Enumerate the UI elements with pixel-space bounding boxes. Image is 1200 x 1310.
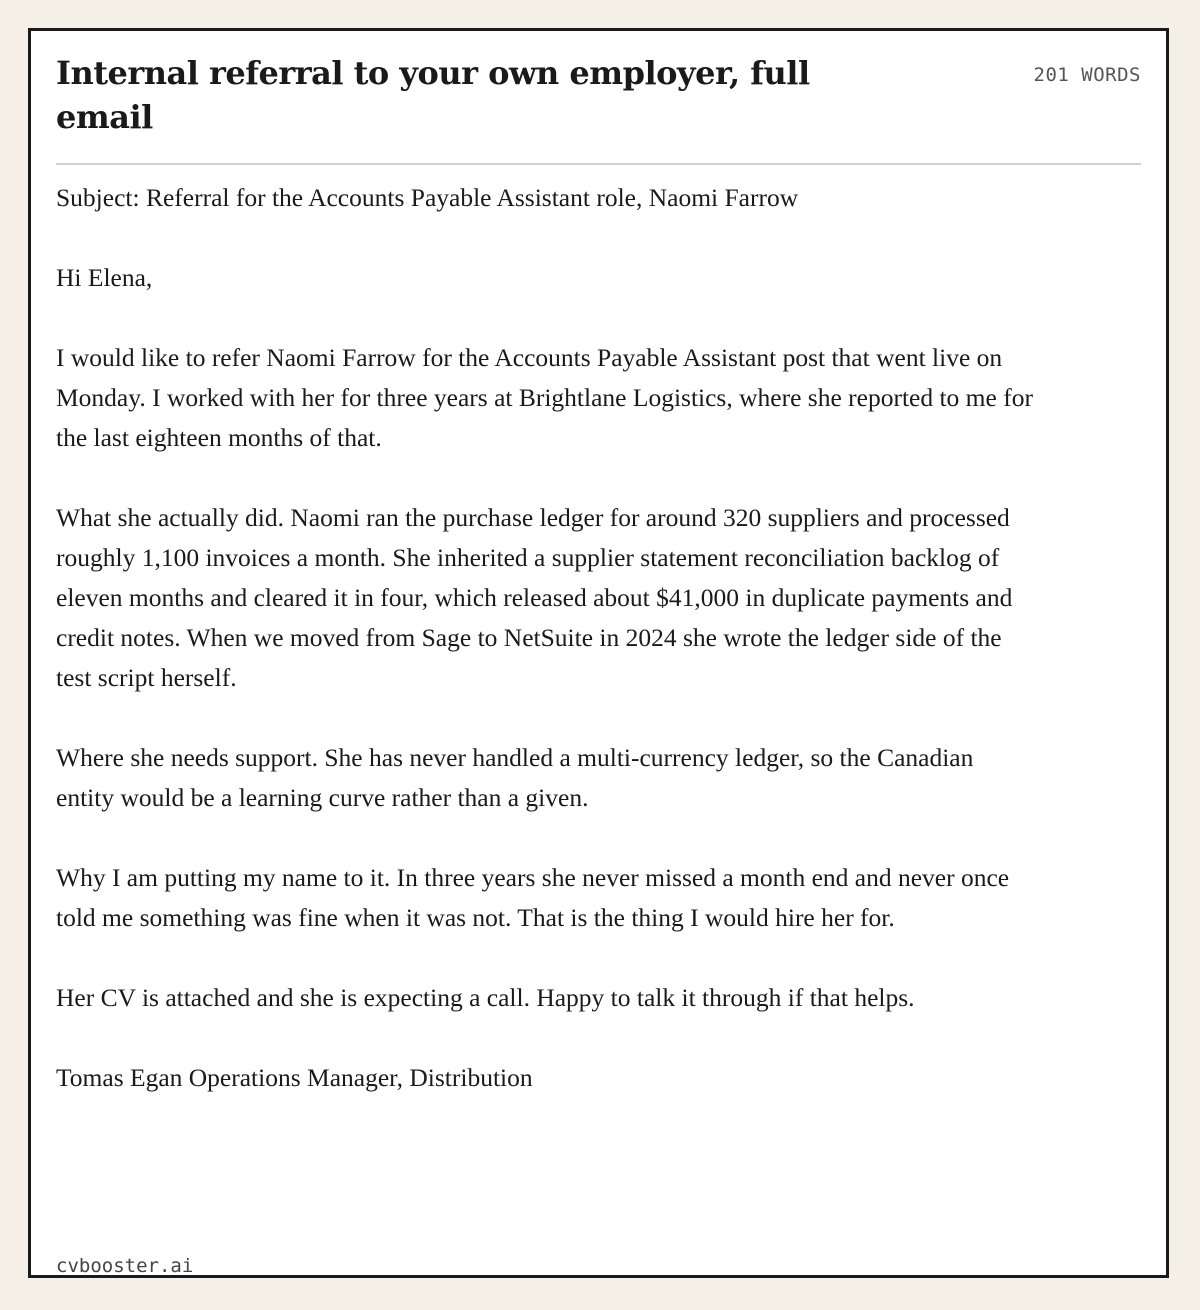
email-paragraph-intro: I would like to refer Naomi Farrow for the Accounts Payable Assistant post that went live on Monday. I worked with her for three years at Brightlane Logistics, where she reported to me for the last eighteen months of that. [56, 343, 1033, 452]
email-paragraph-endorsement: Why I am putting my name to it. In three years she never missed a month end and never once told me something was fine when it was not. That is the thing I would hire her for. [56, 863, 1010, 932]
email-body [56, 178, 1036, 1098]
brand-footer: cvbooster.ai [56, 1255, 194, 1277]
email-greeting: Hi Elena, [56, 263, 153, 292]
email-paragraph-achievements: What she actually did. Naomi ran the purchase ledger for around 320 suppliers and processed roughly 1,100 invoices a month. She inherited a supplier statement reconciliation backlog of eleven months and cleared it in four, which released about $41,000 in duplicate payments and credit notes. When we moved from Sage to NetSuite in 2024 she wrote the ledger side of the test script herself. [56, 503, 1013, 692]
email-paragraph-support: Where she needs support. She has never handled a multi-currency ledger, so the Canadian entity would be a learning curve rather than a given. [56, 743, 974, 812]
email-subject: Subject: Referral for the Accounts Payable Assistant role, Naomi Farrow [56, 183, 799, 212]
email-paragraph-closing: Her CV is attached and she is expecting a call. Happy to talk it through if that helps. [56, 983, 915, 1012]
card-header [56, 51, 1141, 165]
email-signature: Tomas Egan Operations Manager, Distribution [56, 1063, 533, 1092]
email-card [28, 28, 1169, 1278]
word-count-badge: 201 WORDS [1033, 64, 1141, 86]
page-title: Internal referral to your own employer, full email [56, 54, 810, 136]
